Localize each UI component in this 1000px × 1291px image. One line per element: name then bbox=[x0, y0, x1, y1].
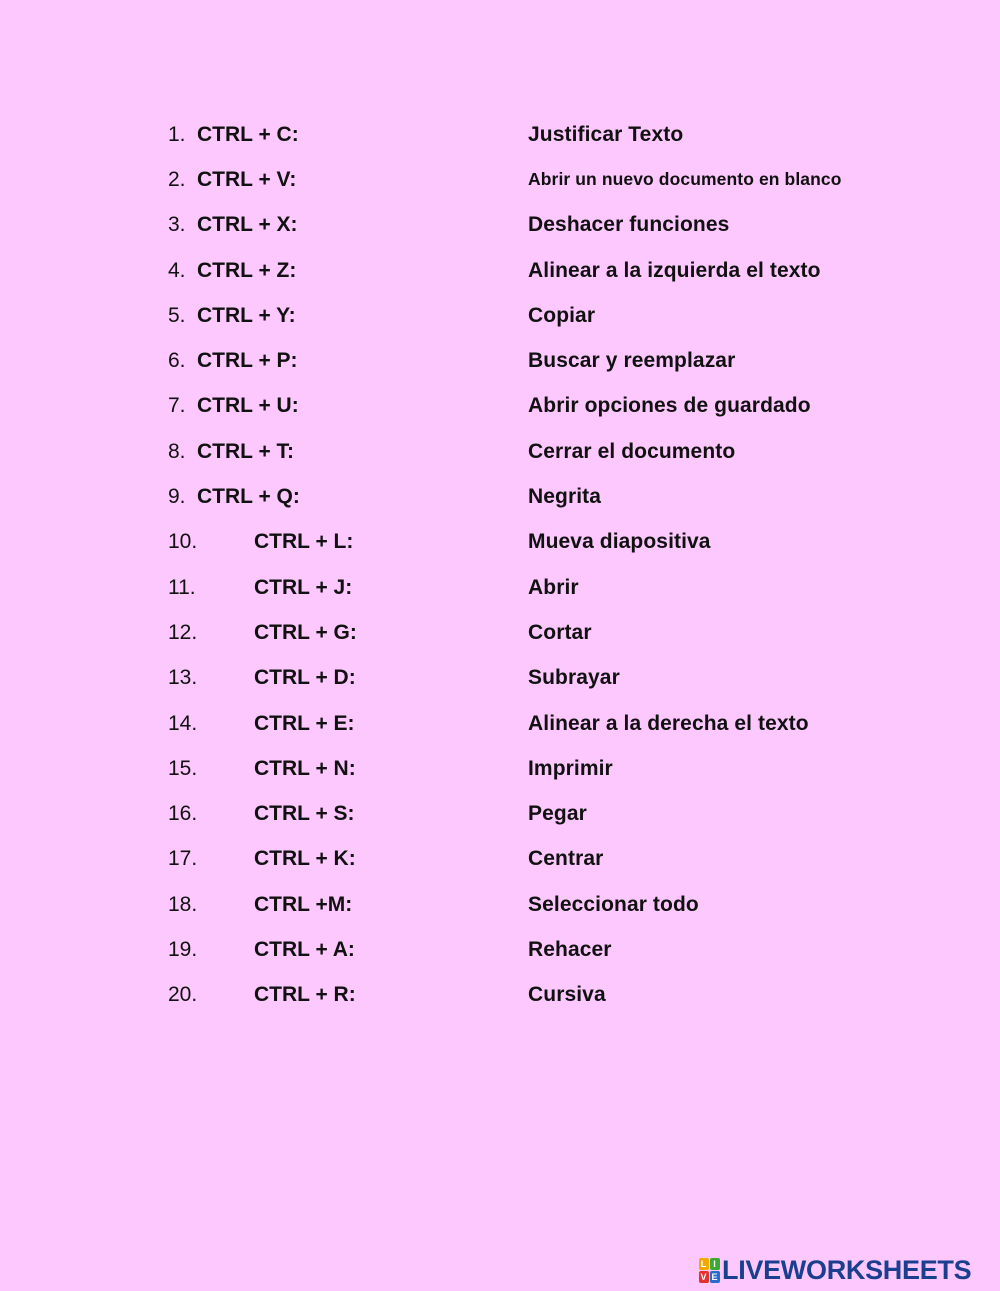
answer-text: Mueva diapositiva bbox=[528, 530, 711, 554]
answer-item bbox=[528, 882, 968, 927]
item-number: 15. bbox=[168, 756, 198, 780]
shortcut-item bbox=[168, 746, 498, 791]
shortcut-keys: CTRL + E: bbox=[254, 711, 355, 735]
answer-item bbox=[528, 610, 968, 655]
answer-item bbox=[528, 701, 968, 746]
answer-text: Seleccionar todo bbox=[528, 892, 699, 916]
answer-item bbox=[528, 203, 968, 248]
answer-item bbox=[528, 157, 968, 202]
item-number: 2. bbox=[168, 167, 186, 191]
item-number: 13. bbox=[168, 666, 198, 690]
answer-text: Negrita bbox=[528, 485, 602, 509]
shortcut-item bbox=[168, 203, 498, 248]
shortcut-item bbox=[168, 656, 498, 701]
item-number: 4. bbox=[168, 258, 186, 282]
shortcut-item bbox=[168, 248, 498, 293]
shortcut-item bbox=[168, 791, 498, 836]
shortcut-keys: CTRL + C: bbox=[197, 122, 299, 146]
shortcut-item bbox=[168, 157, 498, 202]
answer-item bbox=[528, 429, 968, 474]
liveworksheets-brand[interactable] bbox=[698, 1255, 971, 1285]
shortcut-item bbox=[168, 293, 498, 338]
shortcut-list bbox=[168, 112, 498, 1018]
shortcut-keys: CTRL + Q: bbox=[197, 485, 300, 509]
answer-list bbox=[528, 112, 968, 1018]
shortcut-item bbox=[168, 429, 498, 474]
shortcut-keys: CTRL + S: bbox=[254, 802, 355, 826]
item-number: 3. bbox=[168, 213, 186, 237]
answer-text: Abrir opciones de guardado bbox=[528, 394, 811, 418]
shortcut-keys: CTRL + Z: bbox=[197, 258, 297, 282]
shortcut-item bbox=[168, 610, 498, 655]
shortcut-keys: CTRL + P: bbox=[197, 349, 298, 373]
item-number: 20. bbox=[168, 983, 198, 1007]
answer-item bbox=[528, 656, 968, 701]
answer-item bbox=[528, 474, 968, 519]
shortcut-keys: CTRL + K: bbox=[254, 847, 356, 871]
item-number: 11. bbox=[168, 575, 196, 599]
answer-text: Centrar bbox=[528, 847, 604, 871]
item-number: 18. bbox=[168, 892, 198, 916]
answer-text: Imprimir bbox=[528, 756, 613, 780]
shortcut-item bbox=[168, 927, 498, 972]
answer-text: Cerrar el documento bbox=[528, 439, 736, 463]
answer-text: Alinear a la derecha el texto bbox=[528, 711, 809, 735]
answer-item bbox=[528, 112, 968, 157]
shortcut-keys: CTRL + R: bbox=[254, 983, 356, 1007]
shortcut-keys: CTRL + J: bbox=[254, 575, 353, 599]
answer-text: Cortar bbox=[528, 620, 592, 644]
answer-text: Justificar Texto bbox=[528, 122, 684, 146]
answer-item bbox=[528, 248, 968, 293]
answer-item bbox=[528, 837, 968, 882]
shortcut-keys: CTRL + A: bbox=[254, 937, 355, 961]
shortcut-item bbox=[168, 882, 498, 927]
logo-tile: I bbox=[710, 1258, 720, 1270]
shortcut-item bbox=[168, 338, 498, 383]
item-number: 12. bbox=[168, 620, 198, 644]
answer-item bbox=[528, 746, 968, 791]
answer-item bbox=[528, 791, 968, 836]
item-number: 19. bbox=[168, 937, 198, 961]
shortcut-keys: CTRL + U: bbox=[197, 394, 299, 418]
item-number: 16. bbox=[168, 802, 198, 826]
logo-tile: V bbox=[700, 1271, 707, 1282]
shortcut-item bbox=[168, 701, 498, 746]
logo-tile: L bbox=[699, 1258, 709, 1270]
shortcut-keys: CTRL + L: bbox=[254, 530, 354, 554]
logo-tile: E bbox=[711, 1271, 718, 1282]
answer-text: Subrayar bbox=[528, 666, 620, 690]
item-number: 14. bbox=[168, 711, 198, 735]
answer-item bbox=[528, 565, 968, 610]
shortcut-item bbox=[168, 973, 498, 1018]
answer-text: Buscar y reemplazar bbox=[528, 349, 736, 373]
shortcut-item bbox=[168, 520, 498, 565]
shortcut-item bbox=[168, 112, 498, 157]
shortcut-keys: CTRL + D: bbox=[254, 666, 356, 690]
answer-text: Pegar bbox=[528, 802, 587, 826]
brand-name: LIVEWORKSHEETS bbox=[722, 1254, 972, 1285]
shortcut-keys: CTRL +M: bbox=[254, 892, 353, 916]
shortcut-keys: CTRL + N: bbox=[254, 756, 356, 780]
item-number: 17. bbox=[168, 847, 198, 871]
shortcut-keys: CTRL + G: bbox=[254, 620, 357, 644]
answer-text: Copiar bbox=[528, 303, 596, 327]
item-number: 9. bbox=[168, 485, 186, 509]
answer-text: Abrir un nuevo documento en blanco bbox=[528, 169, 842, 190]
answer-item bbox=[528, 520, 968, 565]
answer-text: Abrir bbox=[528, 575, 579, 599]
answer-text: Rehacer bbox=[528, 937, 612, 961]
shortcut-keys: CTRL + X: bbox=[197, 213, 298, 237]
shortcut-item bbox=[168, 384, 498, 429]
liveworksheets-logo-icon bbox=[698, 1257, 720, 1283]
answer-item bbox=[528, 293, 968, 338]
answer-item bbox=[528, 927, 968, 972]
item-number: 8. bbox=[168, 439, 186, 463]
shortcut-keys: CTRL + Y: bbox=[197, 303, 296, 327]
item-number: 6. bbox=[168, 349, 186, 373]
answer-text: Cursiva bbox=[528, 983, 606, 1007]
item-number: 5. bbox=[168, 303, 186, 327]
shortcut-item bbox=[168, 474, 498, 519]
item-number: 1. bbox=[168, 122, 186, 146]
answer-item bbox=[528, 338, 968, 383]
item-number: 10. bbox=[168, 530, 198, 554]
answer-text: Alinear a la izquierda el texto bbox=[528, 258, 821, 282]
shortcut-keys: CTRL + V: bbox=[197, 167, 297, 191]
shortcut-item bbox=[168, 837, 498, 882]
answer-text: Deshacer funciones bbox=[528, 213, 730, 237]
shortcut-item bbox=[168, 565, 498, 610]
answer-item bbox=[528, 973, 968, 1018]
shortcut-keys: CTRL + T: bbox=[197, 439, 295, 463]
item-number: 7. bbox=[168, 394, 186, 418]
answer-item bbox=[528, 384, 968, 429]
